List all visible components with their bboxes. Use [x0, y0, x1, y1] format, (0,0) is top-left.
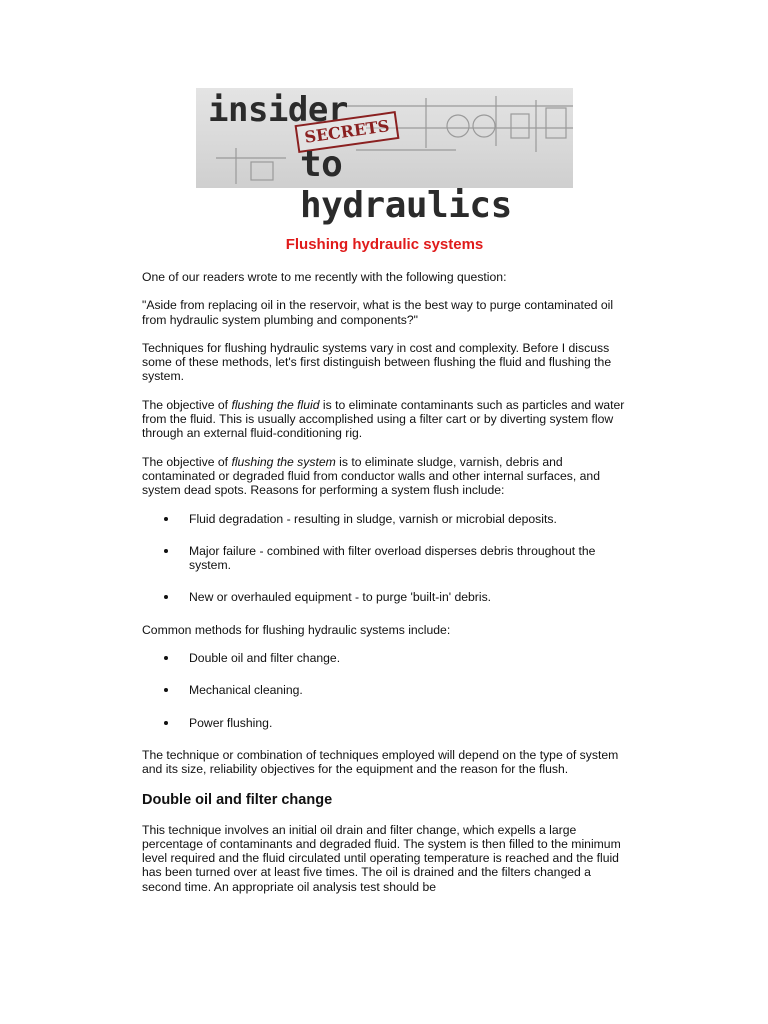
insider-secrets-banner	[196, 88, 573, 226]
list-item: Double oil and filter change.	[142, 651, 627, 665]
text-run: is to eliminate sludge, varnish, debris and contaminated or degraded fluid from conductor walls and other internal surfaces, and system dead spots. Reasons for performing a system flush include:	[142, 454, 600, 498]
paragraph-flushing-system	[142, 455, 627, 498]
paragraph-reader-question: "Aside from replacing oil in the reservoir, what is the best way to purge contaminated oil from hydraulic system plumbing and components?"	[142, 298, 614, 327]
banner-secrets-stamp: SECRETS	[295, 111, 400, 153]
text-run: is to eliminate contaminants such as particles and water from the fluid. This is usually accomplished using a filter cart or by diverting system flow through an external fluid-conditioning rig.	[142, 397, 625, 441]
banner-word-to-hydraulics: to hydraulics	[300, 144, 512, 226]
paragraph-common-methods: Common methods for flushing hydraulic systems include:	[142, 622, 451, 637]
article-body	[142, 236, 627, 908]
paragraph-flushing-fluid	[142, 398, 627, 441]
text-run: The objective of	[142, 454, 232, 469]
emphasis-flushing-system: flushing the system	[231, 454, 336, 469]
article-title: Flushing hydraulic systems	[285, 236, 484, 253]
list-item: New or overhauled equipment - to purge 'built-in' debris.	[142, 590, 627, 604]
paragraph-technique-depends: The technique or combination of techniques employed will depend on the type of system and its size, reliability objectives for the equipment and the reason for the flush.	[142, 747, 619, 777]
section-heading-double-oil: Double oil and filter change	[142, 791, 333, 808]
paragraph-intro: One of our readers wrote to me recently with the following question:	[142, 270, 507, 284]
banner-word-insider: insider	[208, 90, 348, 130]
reasons-list	[142, 512, 627, 605]
methods-list	[142, 651, 627, 730]
emphasis-flushing-fluid: flushing the fluid	[231, 397, 320, 412]
paragraph-double-oil: This technique involves an initial oil drain and filter change, which expells a large percentage of contaminants and degraded fluid. The system is then filled to the minimum level required and the fluid circulated until operating temperature is reached and the fluid has been turned over at least five times. The oil is drained and the filters changed a second time. An appropriate oil analysis test should be	[142, 822, 621, 894]
list-item: Fluid degradation - resulting in sludge, varnish or microbial deposits.	[142, 512, 627, 526]
text-run: The objective of	[142, 397, 232, 412]
list-item: Major failure - combined with filter overload disperses debris throughout the system.	[142, 544, 627, 573]
paragraph-techniques: Techniques for flushing hydraulic systems vary in cost and complexity. Before I discuss some of these methods, let's first distinguish between flushing the fluid and flushing the system.	[142, 340, 612, 384]
list-item: Power flushing.	[142, 716, 627, 730]
list-item: Mechanical cleaning.	[142, 683, 627, 697]
